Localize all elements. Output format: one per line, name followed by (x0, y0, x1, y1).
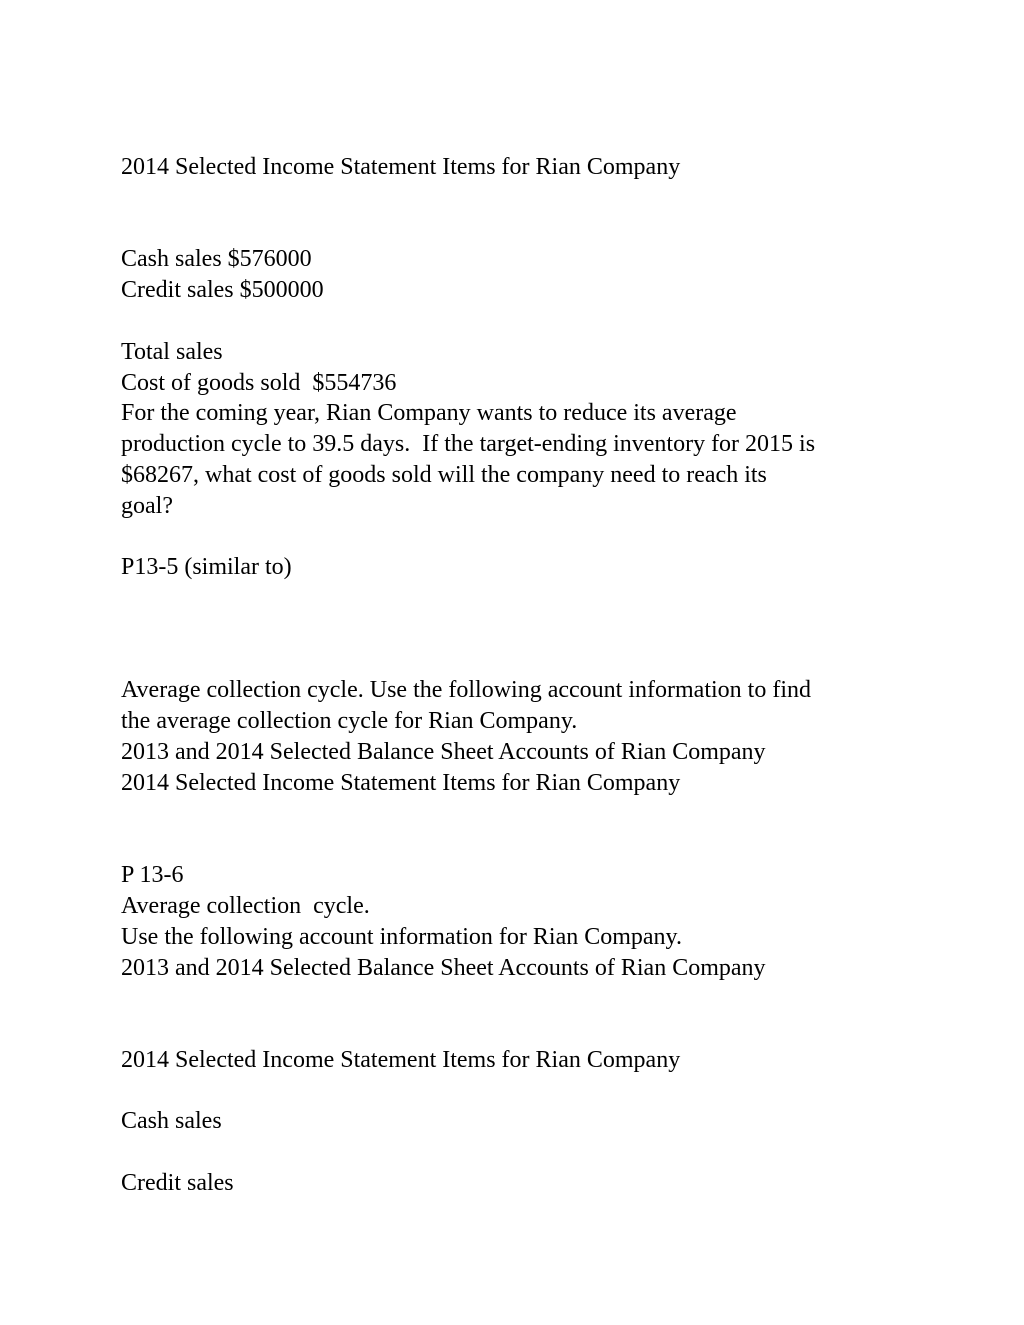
paragraph-line: Average collection cycle. Use the following account information to find (121, 677, 811, 703)
credit-sales-line: Credit sales $500000 (121, 277, 324, 303)
cash-sales-line: Cash sales $576000 (121, 246, 312, 272)
heading-income-statement: 2014 Selected Income Statement Items for Rian Company (121, 1047, 681, 1073)
credit-sales-line: Credit sales (121, 1170, 234, 1196)
question-text-line: For the coming year, Rian Company wants to reduce its average (121, 400, 737, 426)
cogs-line: Cost of goods sold $554736 (121, 370, 397, 396)
paragraph-line: 2013 and 2014 Selected Balance Sheet Accounts of Rian Company (121, 739, 766, 765)
problem-label: P13-5 (similar to) (121, 554, 292, 580)
heading-income-statement: 2014 Selected Income Statement Items for Rian Company (121, 154, 681, 180)
problem-label: P 13-6 (121, 862, 184, 888)
paragraph-line: the average collection cycle for Rian Company. (121, 708, 578, 734)
question-text-line: $68267, what cost of goods sold will the company need to reach its (121, 462, 767, 488)
cash-sales-line: Cash sales (121, 1108, 222, 1134)
paragraph-line: Use the following account information for Rian Company. (121, 924, 682, 950)
question-text-line: goal? (121, 493, 173, 519)
paragraph-line: 2013 and 2014 Selected Balance Sheet Accounts of Rian Company (121, 955, 766, 981)
paragraph-line: Average collection cycle. (121, 893, 370, 919)
paragraph-line: 2014 Selected Income Statement Items for Rian Company (121, 770, 681, 796)
total-sales-line: Total sales (121, 339, 223, 365)
question-text-line: production cycle to 39.5 days. If the target-ending inventory for 2015 is (121, 431, 816, 457)
